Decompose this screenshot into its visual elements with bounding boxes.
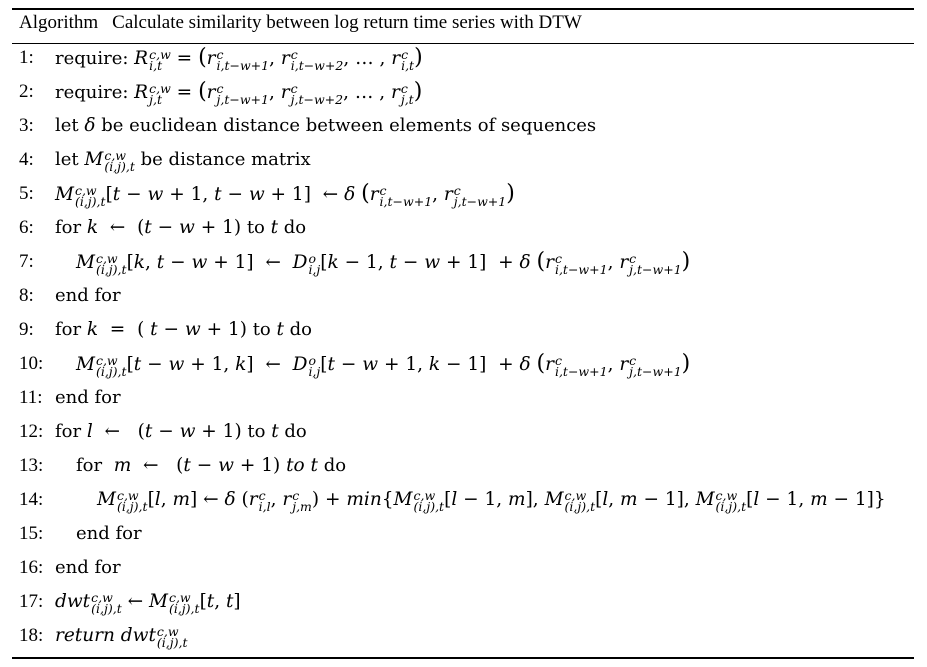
line-number: 3: <box>19 115 34 136</box>
line-statement: M c,w (i,j),t [k, t − w + 1] ← D o i,j [k − 1, t − w + 1] + δ (r c i,t−w+1 , r c j,t−w+1 ) <box>76 249 691 277</box>
line-statement: end for <box>76 523 142 544</box>
line-number: 5: <box>19 183 34 204</box>
line-number: 15: <box>19 523 44 544</box>
line-statement: end for <box>55 387 121 408</box>
line-statement: let δ be euclidean distance between elements of sequences <box>55 115 597 136</box>
line-statement: dwt c,w (i,j),t ← M c,w (i,j),t [t, t] <box>55 590 241 616</box>
line-number: 2: <box>19 81 34 102</box>
line-statement: require: R c,w i,t = (r c i,t−w+1 , r c i,t−w+2 , … , r c i,t ) <box>55 45 423 73</box>
line-number: 17: <box>19 591 44 612</box>
line-number: 13: <box>19 455 44 476</box>
line-statement: for k = ( t − w + 1) to t do <box>55 319 313 340</box>
line-number: 6: <box>19 217 34 238</box>
bottom-rule <box>12 657 914 659</box>
line-statement: let M c,w (i,j),t be distance matrix <box>55 148 311 174</box>
line-statement: for l ← (t − w + 1) to t do <box>55 421 307 442</box>
line-statement: end for <box>55 557 121 578</box>
line-number: 8: <box>19 285 34 306</box>
line-statement: return dwt c,w (i,j),t <box>55 624 188 650</box>
algorithm-caption <box>19 12 582 34</box>
line-statement: for k ← (t − w + 1) to t do <box>55 217 307 238</box>
line-number: 12: <box>19 421 44 442</box>
header-rule <box>12 43 914 44</box>
line-number: 9: <box>19 319 34 340</box>
line-statement: require: R c,w j,t = (r c j,t−w+1 , r c j,t−w+2 , … , r c j,t ) <box>55 79 423 107</box>
line-number: 14: <box>19 489 44 510</box>
line-number: 16: <box>19 557 44 578</box>
caption-label: Algorithm <box>19 12 99 33</box>
line-number: 1: <box>19 47 34 68</box>
line-number: 18: <box>19 625 44 646</box>
line-number: 7: <box>19 251 34 272</box>
line-statement: M c,w (i,j),t [t − w + 1, k] ← D o i,j [t − w + 1, k − 1] + δ (r c i,t−w+1 , r c j,t−w+1 ) <box>76 351 691 379</box>
line-statement: M c,w (i,j),t [l, m] ← δ (r c i,l , r c j,m ) + min{M c,w (i,j),t [l − 1, m], M c,w (i,j),t [l, m − 1], M c,w (i,j),t [l − 1, m − 1]} <box>97 488 886 514</box>
line-number: 4: <box>19 149 34 170</box>
line-statement: for m ← (t − w + 1) to t do <box>76 455 347 476</box>
line-number: 10: <box>19 353 44 374</box>
line-statement: M c,w (i,j),t [t − w + 1, t − w + 1] ← δ (r c i,t−w+1 , r c j,t−w+1 ) <box>55 181 515 209</box>
line-statement: end for <box>55 285 121 306</box>
top-rule <box>12 8 914 10</box>
line-number: 11: <box>19 387 43 408</box>
caption-title: Calculate similarity between log return time series with DTW <box>112 12 582 33</box>
